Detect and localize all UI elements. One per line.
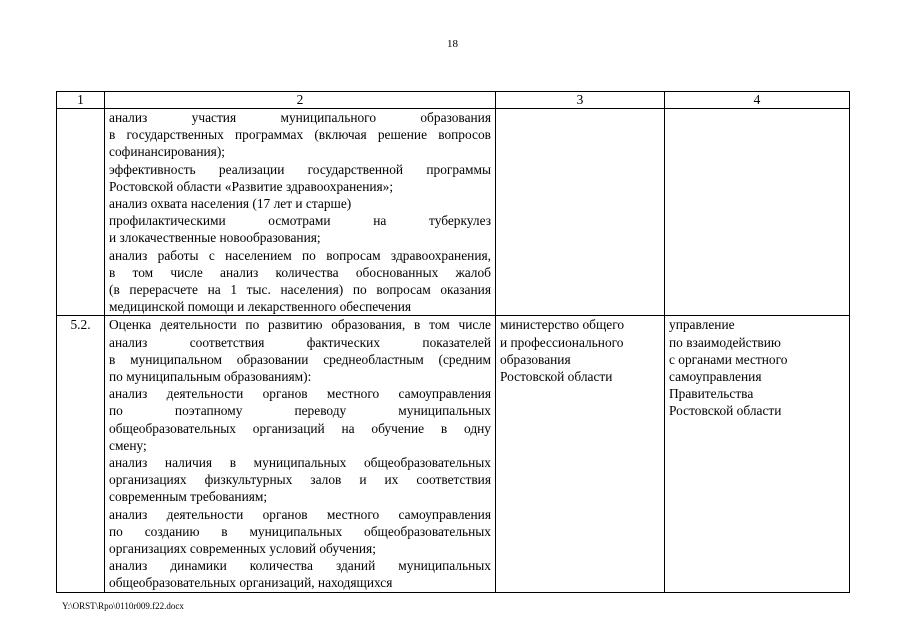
row-number (57, 109, 105, 316)
row-number: 5.2. (57, 316, 105, 592)
text-line: софинансирования); (109, 144, 226, 160)
text-line: Ростовской области (500, 369, 613, 385)
page-number: 18 (447, 38, 458, 50)
text-line: общеобразовательных организаций, находящихся (109, 575, 393, 591)
text-line: по созданию в муниципальных общеобразовательных (109, 523, 491, 539)
row-responsible (496, 316, 665, 592)
text-line: в том числе анализ количества обоснованных жалоб (109, 264, 491, 280)
row-description (105, 316, 496, 592)
text-line: Ростовской области (669, 403, 782, 419)
text-line: самоуправления (669, 369, 762, 385)
text-line: по поэтапному переводу муниципальных (109, 403, 491, 419)
text-line: современным требованиям; (109, 489, 268, 505)
text-line: образования (500, 351, 571, 367)
text-line: по взаимодействию (669, 334, 781, 350)
header-col-4: 4 (665, 92, 850, 109)
table-header-row (57, 92, 850, 109)
row-coordinator (665, 316, 850, 592)
header-col-1: 1 (57, 92, 105, 109)
text-line: и злокачественные новообразования; (109, 230, 321, 246)
text-line: министерство общего (500, 317, 625, 333)
text-line: (в перерасчете на 1 тыс. населения) по вопросам оказания (109, 282, 491, 298)
text-line: анализ соответствия фактических показателей (109, 334, 491, 350)
text-line: анализ деятельности органов местного самоуправления (109, 386, 491, 402)
text-line: по муниципальным образованиям): (109, 369, 312, 385)
text-line: организациях физкультурных залов и их соответствия (109, 472, 491, 488)
header-col-3: 3 (496, 92, 665, 109)
text-line: анализ деятельности органов местного самоуправления (109, 506, 491, 522)
table-row (57, 109, 850, 316)
row-responsible (496, 109, 665, 316)
text-line: в государственных программах (включая решение вопросов (109, 127, 491, 143)
text-line: анализ наличия в муниципальных общеобразовательных (109, 455, 491, 471)
header-col-2: 2 (105, 92, 496, 109)
file-path-footer: Y:\ORST\Rpo\0110r009.f22.docx (62, 601, 184, 611)
text-line: в муниципальном образовании среднеобластным (средним (109, 351, 491, 367)
text-line: профилактическими осмотрами на туберкулез (109, 213, 491, 229)
text-line: и профессионального (500, 334, 624, 350)
text-line: эффективность реализации государственной программы (109, 161, 491, 177)
row-coordinator (665, 109, 850, 316)
text-line: анализ динамики количества зданий муниципальных (109, 558, 491, 574)
text-line: Ростовской области «Развитие здравоохранения»; (109, 178, 394, 194)
text-line: организациях современных условий обучения; (109, 541, 376, 557)
text-line: управление (669, 317, 735, 333)
text-line: анализ работы с населением по вопросам здравоохранения, (109, 247, 491, 263)
text-line: медицинской помощи и лекарственного обеспечения (109, 299, 412, 315)
text-line: анализ охвата населения (17 лет и старше) (109, 196, 352, 212)
text-line: анализ участия муниципального образования (109, 110, 491, 125)
text-line: общеобразовательных организаций на обучение в одну (109, 420, 491, 436)
document-table (56, 91, 850, 593)
text-line: Оценка деятельности по развитию образования, в том числе (109, 317, 491, 333)
text-line: с органами местного (669, 351, 788, 367)
text-line: Правительства (669, 386, 754, 402)
text-line: смену; (109, 437, 147, 453)
table-row (57, 316, 850, 592)
row-description (105, 109, 496, 316)
